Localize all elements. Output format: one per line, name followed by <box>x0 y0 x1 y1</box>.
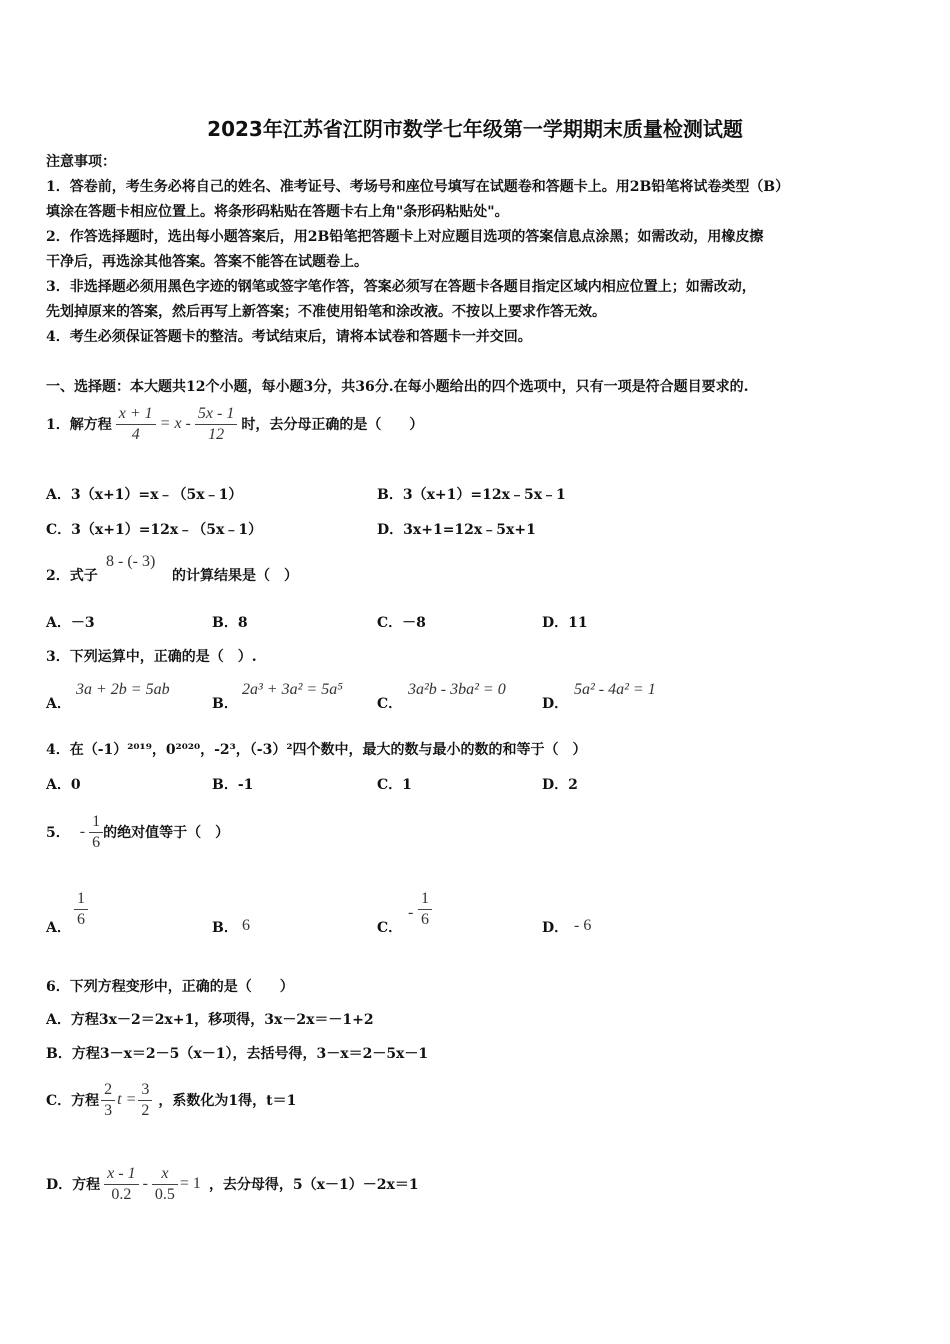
notice-line: 先划掉原来的答案，然后再写上新答案；不准使用铅笔和涂改液。不按以上要求作答无效。 <box>46 304 606 320</box>
q6-c-denominator-2: 2 <box>141 1101 150 1119</box>
q6-c-numerator-1: 2 <box>101 1081 115 1101</box>
q3-option-a-expr: 3a + 2b = 5ab <box>76 681 170 698</box>
q1-equals-x: = x - <box>159 415 191 432</box>
q6-c-suffix: ，系数化为1得，t＝1 <box>158 1093 297 1109</box>
q1-option-a[interactable]: A．3（x+1）=x﹣（5x﹣1） <box>46 487 243 503</box>
q6-c-numerator-2: 3 <box>138 1081 152 1101</box>
q5-a-denominator: 6 <box>77 911 85 928</box>
q3-option-d-expr: 5a² - 4a² = 1 <box>574 681 656 698</box>
q4-option-d[interactable]: D．2 <box>542 777 578 793</box>
q6-c-fraction-1 <box>101 1081 115 1120</box>
page-title: 2023年江苏省江阴市数学七年级第一学期期末质量检测试题 <box>207 117 743 141</box>
q5-denominator: 6 <box>92 833 101 851</box>
question-1-suffix: 时，去分母正确的是（ ） <box>241 417 424 433</box>
q6-d-denominator-1: 0.2 <box>111 1185 132 1203</box>
notice-heading: 注意事项： <box>46 154 116 170</box>
q6-d-equals: = 1 <box>179 1175 201 1192</box>
q3-option-c-expr: 3a²b - 3ba² = 0 <box>408 681 506 698</box>
notice-line: 4．考生必须保证答题卡的整洁。考试结束后，请将本试卷和答题卡一并交回。 <box>46 329 532 345</box>
q6-d-suffix: ，去分母得，5（x－1）－2x＝1 <box>208 1177 419 1193</box>
question-5-suffix: 的绝对值等于（ ） <box>103 825 230 841</box>
q5-option-c-label[interactable]: C． <box>377 920 403 936</box>
notice-line: 填涂在答题卡相应位置上。将条形码粘贴在答题卡右上角"条形码粘贴处"。 <box>46 204 509 220</box>
q6-option-c[interactable] <box>46 1074 296 1126</box>
q1-numerator-2: 5x - 1 <box>195 405 237 425</box>
notice-line: 干净后，再选涂其他答案。答案不能答在试题卷上。 <box>46 254 368 270</box>
q6-d-numerator-2: x <box>152 1165 178 1185</box>
q5-option-d-label[interactable]: D． <box>542 920 569 936</box>
q2-option-c[interactable]: C．－8 <box>377 615 426 631</box>
q1-denominator-1: 4 <box>131 425 140 443</box>
q6-c-variable: t = <box>117 1091 137 1108</box>
q5-option-c-fraction <box>418 890 432 929</box>
question-1-prefix: 1．解方程 <box>46 417 112 433</box>
q1-option-b[interactable]: B．3（x+1）=12x﹣5x﹣1 <box>377 487 566 503</box>
q6-c-prefix: C．方程 <box>46 1093 100 1109</box>
q5-option-d-value: - 6 <box>574 917 592 934</box>
q5-option-b-label[interactable]: B． <box>212 920 238 936</box>
question-1 <box>46 400 423 448</box>
q1-fraction-right <box>195 405 237 444</box>
q5-option-c-minus: - <box>408 904 414 921</box>
section-heading: 一、选择题：本大题共12个小题，每小题3分，共36分.在每小题给出的四个选项中，只有一项是符合题目要求的. <box>46 379 749 395</box>
notice-line: 2．作答选择题时，选出每小题答案后，用2B铅笔把答题卡上对应题目选项的答案信息点涂黑；如需改动，用橡皮擦 <box>46 229 764 245</box>
q5-option-a-fraction <box>74 890 88 929</box>
q3-option-b-expr: 2a³ + 3a² = 5a⁵ <box>242 681 343 698</box>
question-5-prefix: 5． <box>46 825 70 841</box>
question-2-suffix: 的计算结果是（ ） <box>172 568 298 584</box>
q6-d-prefix: D．方程 <box>46 1177 101 1193</box>
question-5 <box>46 806 229 858</box>
q6-d-fraction-2 <box>152 1165 178 1204</box>
q1-option-c[interactable]: C．3（x+1）=12x﹣（5x﹣1） <box>46 522 263 538</box>
q3-option-b-label[interactable]: B． <box>212 696 238 712</box>
notice-line: 1．答卷前，考生务必将自己的姓名、准考证号、考场号和座位号填写在试题卷和答题卡上。用2B铅笔将试卷类型（B） <box>46 179 790 195</box>
q6-d-denominator-2: 0.5 <box>154 1185 175 1203</box>
q2-expression: 8 - (- 3) <box>106 553 156 570</box>
q6-option-d[interactable] <box>46 1158 419 1210</box>
question-6: 6．下列方程变形中，正确的是（ ） <box>46 979 294 995</box>
q5-c-numerator: 1 <box>418 890 432 910</box>
q5-option-a-label[interactable]: A． <box>46 920 71 936</box>
q6-c-denominator-1: 3 <box>104 1101 113 1119</box>
q5-fraction <box>89 813 103 852</box>
q3-option-c-label[interactable]: C． <box>377 696 403 712</box>
q4-option-c[interactable]: C．1 <box>377 777 412 793</box>
q4-option-a[interactable]: A．0 <box>46 777 81 793</box>
q6-d-numerator-1: x - 1 <box>104 1165 138 1185</box>
q6-c-fraction-2 <box>138 1081 152 1120</box>
q5-minus: - <box>79 823 86 840</box>
q1-denominator-2: 12 <box>208 425 225 443</box>
question-2-prefix: 2．式子 <box>46 568 98 584</box>
q1-option-d[interactable]: D．3x+1=12x﹣5x+1 <box>377 522 536 538</box>
q1-fraction-left <box>116 405 156 444</box>
question-3: 3．下列运算中，正确的是（ ）. <box>46 649 257 665</box>
q6-d-fraction-1 <box>104 1165 138 1204</box>
q3-option-a-label[interactable]: A． <box>46 696 71 712</box>
q2-option-a[interactable]: A．－3 <box>46 615 95 631</box>
q6-option-a[interactable]: A．方程3x－2＝2x+1，移项得，3x－2x＝－1+2 <box>46 1012 374 1028</box>
q4-option-b[interactable]: B．-1 <box>212 777 254 793</box>
q5-numerator: 1 <box>89 813 103 833</box>
q2-option-b[interactable]: B．8 <box>212 615 248 631</box>
q6-option-b[interactable]: B．方程3－x＝2－5（x－1），去括号得，3－x＝2－5x－1 <box>46 1046 429 1062</box>
q1-numerator-1: x + 1 <box>116 405 156 425</box>
q5-a-numerator: 1 <box>74 890 88 910</box>
q3-option-d-label[interactable]: D． <box>542 696 569 712</box>
q5-c-denominator: 6 <box>421 911 429 928</box>
notice-line: 3．非选择题必须用黑色字迹的钢笔或签字笔作答，答案必须写在答题卡各题目指定区域内相应位置上；如需改动， <box>46 279 756 295</box>
q5-option-b-value: 6 <box>242 917 250 934</box>
q6-d-minus: - <box>142 1175 148 1192</box>
question-4: 4．在（-1）²⁰¹⁹，0²⁰²⁰，-2³，（-3）²四个数中，最大的数与最小的数的和等于（ ） <box>46 742 587 758</box>
q2-option-d[interactable]: D．11 <box>542 615 588 631</box>
